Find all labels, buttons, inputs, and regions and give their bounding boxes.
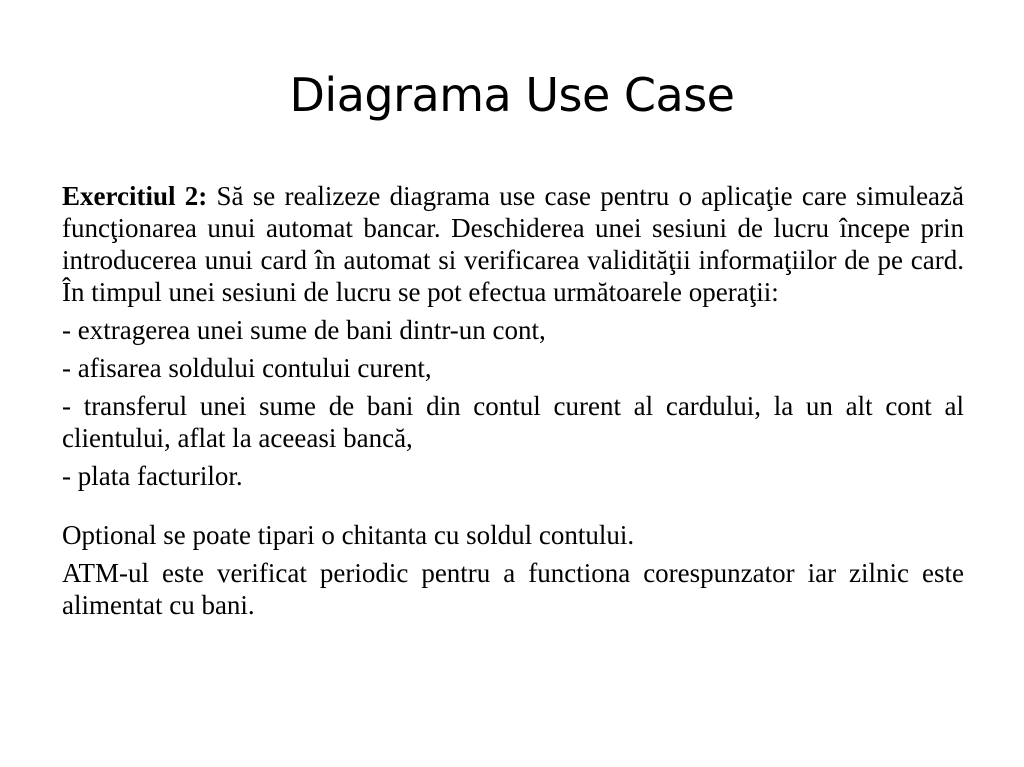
operation-item: - plata facturilor. bbox=[62, 461, 243, 491]
exercise-paragraph bbox=[62, 180, 964, 308]
operation-item: - extragerea unei sume de bani dintr-un cont, bbox=[62, 315, 546, 345]
slide-title: Diagrama Use Case bbox=[289, 68, 735, 122]
exercise-text: Să se realizeze diagrama use case pentru o aplicaţie care simulează funcţionarea unui automat bancar. Deschiderea unei sesiuni de lucru începe prin introducerea unui card în automat si verificarea validităţii informaţiilor de pe card. În timpul unei sesiuni de lucru se pot efectua următoarele operaţii: bbox=[62, 181, 965, 307]
optional-note: Optional se poate tipari o chitanta cu soldul contului. bbox=[62, 520, 635, 550]
slide-body bbox=[62, 180, 964, 627]
operation-item: - transferul unei sume de bani din contul curent al cardului, la un alt cont al clientului, aflat la aceeasi bancă, bbox=[62, 391, 964, 453]
exercise-label: Exercitiul 2: bbox=[62, 181, 208, 211]
operation-item: - afisarea soldului contului curent, bbox=[62, 353, 432, 383]
atm-note: ATM-ul este verificat periodic pentru a functiona corespunzator iar zilnic este alimentat cu bani. bbox=[62, 558, 964, 620]
